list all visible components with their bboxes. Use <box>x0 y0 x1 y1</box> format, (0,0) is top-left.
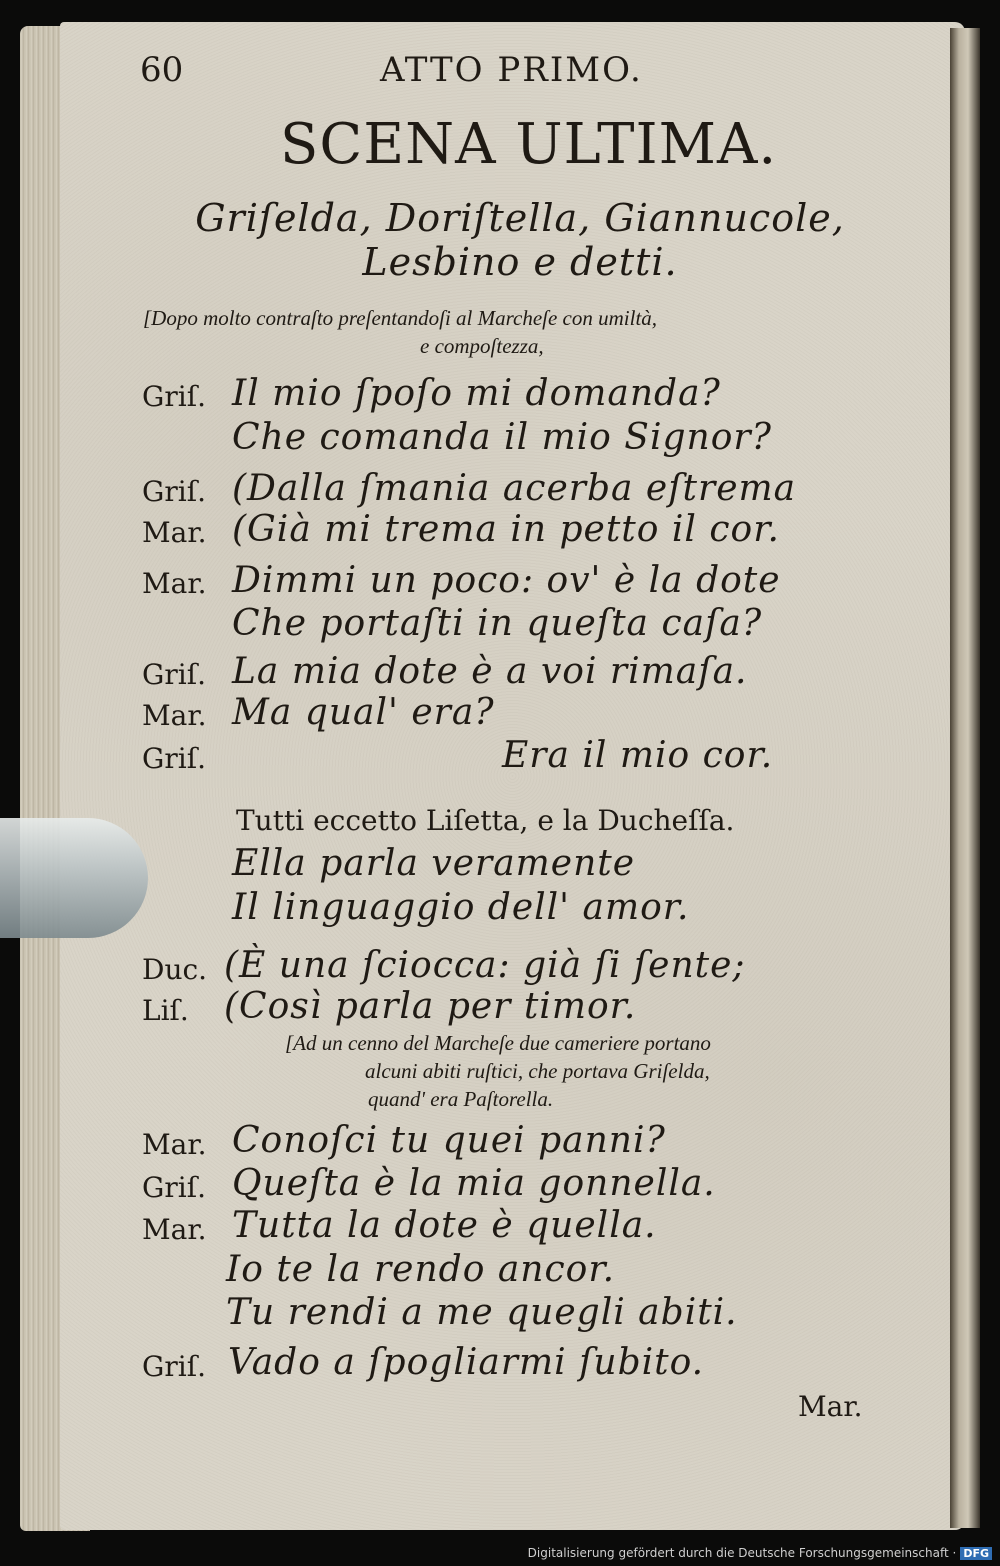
verse-line: Tu rendi a me quegli abiti. <box>226 1292 738 1333</box>
footer-text: Digitalisierung gefördert durch die Deutsche Forschungsgemeinschaft · <box>527 1546 957 1560</box>
verse-line: Dimmi un poco: ov' è la dote <box>232 560 781 601</box>
verse-line: Vado a ſpogliarmi ſubito. <box>228 1342 705 1383</box>
catchword: Mar. <box>798 1390 863 1423</box>
speaker: Mar. <box>142 516 207 549</box>
speaker: Griſ. <box>142 380 206 413</box>
book-right-edge <box>950 28 980 1528</box>
scene-title: SCENA ULTIMA. <box>280 112 778 177</box>
stage-direction-2-line-2: alcuni abiti ruſtici, che portava Griſelda, <box>365 1059 710 1083</box>
stage-direction-1-line-2: e compoſtezza, <box>420 334 544 358</box>
speaker: Mar. <box>142 1128 207 1161</box>
speaker: Griſ. <box>142 658 206 691</box>
verse-line: Il linguaggio dell' amor. <box>232 887 690 928</box>
running-head: ATTO PRIMO. <box>380 50 643 90</box>
verse-line: Ma qual' era? <box>232 692 495 733</box>
verse-line: (È una ſciocca: già ſi ſente; <box>224 945 746 986</box>
stage-direction-1-line-1: [Dopo molto contraſto preſentandoſi al Marcheſe con umiltà, <box>143 306 658 330</box>
verse-line: (Così parla per timor. <box>224 986 637 1027</box>
cast-line-1: Griſelda, Doriſtella, Giannucole, <box>195 196 845 240</box>
verse-line: Conoſci tu quei panni? <box>232 1120 666 1161</box>
speaker: Liſ. <box>142 994 189 1027</box>
verse-line: Tutta la dote è quella. <box>232 1205 657 1246</box>
cast-line-2: Lesbino e detti. <box>362 240 678 284</box>
speaker: Griſ. <box>142 475 206 508</box>
speaker: Mar. <box>142 567 207 600</box>
page-number: 60 <box>140 50 184 90</box>
verse-line: Era il mio cor. <box>502 735 774 776</box>
thumb-holding-page <box>0 818 148 938</box>
verse-line: Queſta è la mia gonnella. <box>232 1163 716 1204</box>
speaker: Duc. <box>142 953 208 986</box>
speaker: Griſ. <box>142 1171 206 1204</box>
verse-line: Io te la rendo ancor. <box>226 1249 616 1290</box>
page-header <box>140 50 900 100</box>
stage-direction-2-line-3: quand' era Paſtorella. <box>368 1087 554 1111</box>
speaker: Mar. <box>142 699 207 732</box>
dfg-logo-icon: DFG <box>960 1547 992 1560</box>
digitization-footer <box>528 1546 992 1560</box>
verse-line: Ella parla veramente <box>232 843 636 884</box>
tutti-heading: Tutti eccetto Liſetta, e la Ducheſſa. <box>236 804 735 837</box>
verse-line: Che comanda il mio Signor? <box>232 417 772 458</box>
verse-line: (Dalla ſmania acerba eſtrema <box>232 468 797 509</box>
speaker: Griſ. <box>142 742 206 775</box>
verse-line: La mia dote è a voi rimaſa. <box>232 651 748 692</box>
speaker: Griſ. <box>142 1350 206 1383</box>
verse-line: Il mio ſpoſo mi domanda? <box>232 373 721 414</box>
stage-direction-2-line-1: [Ad un cenno del Marcheſe due cameriere portano <box>285 1031 711 1055</box>
speaker: Mar. <box>142 1213 207 1246</box>
verse-line: (Già mi trema in petto il cor. <box>232 509 780 550</box>
verse-line: Che portaſti in queſta caſa? <box>232 603 763 644</box>
